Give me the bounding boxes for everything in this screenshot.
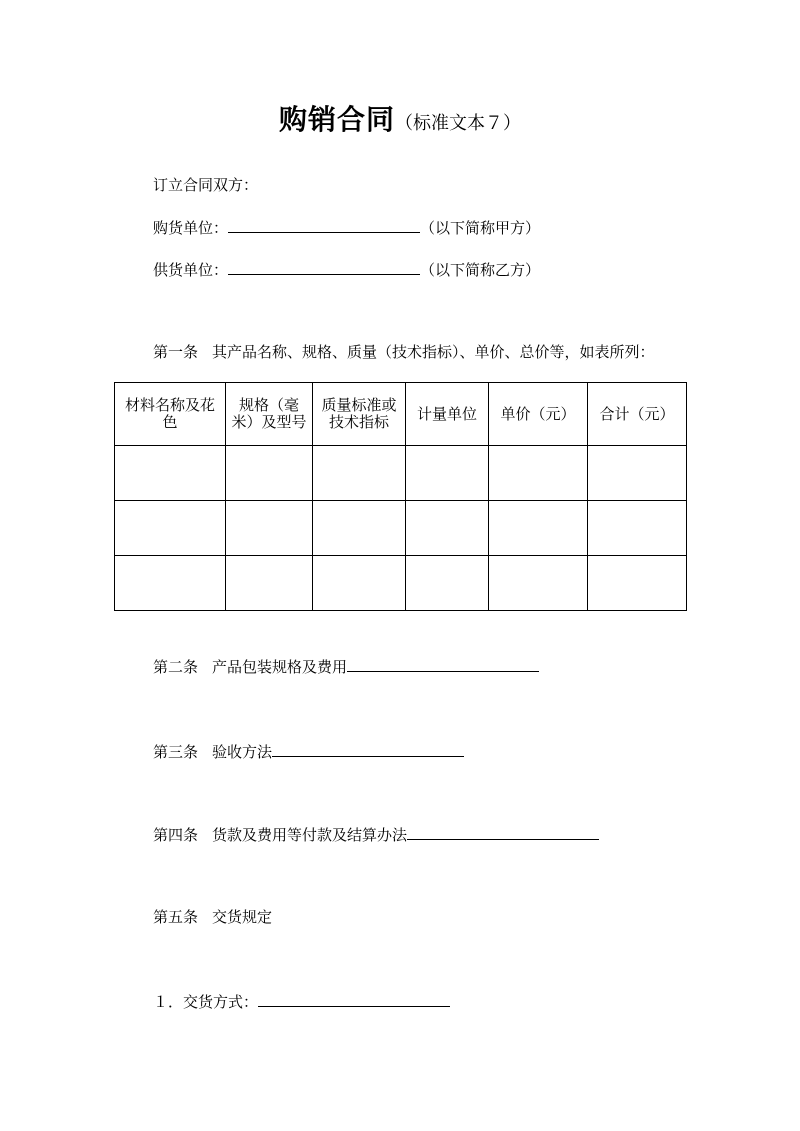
parties-intro: 订立合同双方： <box>153 176 259 194</box>
supplier-blank-field[interactable] <box>228 258 420 275</box>
table-cell[interactable] <box>313 501 406 556</box>
table-cell[interactable] <box>406 446 489 501</box>
delivery-item-1 <box>153 990 450 1012</box>
table-cell[interactable] <box>489 556 588 611</box>
header-spec-model: 规格（毫米）及型号 <box>226 383 313 446</box>
title-main: 购销合同 <box>278 103 395 136</box>
article-5-text: 交货规定 <box>212 908 273 926</box>
table-cell[interactable] <box>115 501 226 556</box>
buyer-note: （以下简称甲方） <box>420 219 541 237</box>
table-cell[interactable] <box>313 556 406 611</box>
packaging-blank-field[interactable] <box>347 655 539 672</box>
table-cell[interactable] <box>313 446 406 501</box>
article-2 <box>153 655 539 677</box>
contract-title <box>0 98 800 138</box>
product-spec-table <box>114 382 687 611</box>
payment-blank-field[interactable] <box>407 823 599 840</box>
buyer-label: 购货单位： <box>153 219 229 237</box>
supplier-line <box>153 258 540 280</box>
supplier-label: 供货单位： <box>153 261 229 279</box>
table-cell[interactable] <box>588 446 687 501</box>
title-subtitle: （标准文本７） <box>395 113 521 134</box>
buyer-blank-field[interactable] <box>228 216 420 233</box>
article-1 <box>153 342 655 362</box>
table-row <box>115 556 687 611</box>
article-2-number: 第二条 <box>153 658 199 676</box>
article-4-text: 货款及费用等付款及结算办法 <box>212 826 408 844</box>
table-cell[interactable] <box>226 446 313 501</box>
table-row <box>115 501 687 556</box>
table-row <box>115 446 687 501</box>
table-cell[interactable] <box>588 501 687 556</box>
table-cell[interactable] <box>115 556 226 611</box>
table-cell[interactable] <box>115 446 226 501</box>
header-quality-standard: 质量标准或技术指标 <box>313 383 406 446</box>
table-cell[interactable] <box>226 501 313 556</box>
article-3-text: 验收方法 <box>212 743 273 761</box>
article-1-number: 第一条 <box>153 343 199 361</box>
header-unit-price: 单价（元） <box>489 383 588 446</box>
table-cell[interactable] <box>588 556 687 611</box>
table-cell[interactable] <box>226 556 313 611</box>
article-4-number: 第四条 <box>153 826 199 844</box>
article-2-text: 产品包装规格及费用 <box>212 658 348 676</box>
header-unit: 计量单位 <box>406 383 489 446</box>
article-3 <box>153 740 464 762</box>
article-5 <box>153 907 272 927</box>
table-header-row <box>115 383 687 446</box>
header-total: 合计（元） <box>588 383 687 446</box>
article-3-number: 第三条 <box>153 743 199 761</box>
article-4 <box>153 823 599 845</box>
article-5-number: 第五条 <box>153 908 199 926</box>
inspection-blank-field[interactable] <box>272 740 464 757</box>
buyer-line <box>153 216 540 238</box>
table-cell[interactable] <box>406 501 489 556</box>
table-cell[interactable] <box>489 446 588 501</box>
supplier-note: （以下简称乙方） <box>420 261 541 279</box>
delivery-item-1-label: １．交货方式： <box>153 993 259 1011</box>
table-cell[interactable] <box>489 501 588 556</box>
delivery-method-blank-field[interactable] <box>258 990 450 1007</box>
header-material-name: 材料名称及花色 <box>115 383 226 446</box>
article-1-text: 其产品名称、规格、质量（技术指标）、单价、总价等，如表所列： <box>212 343 655 361</box>
table-cell[interactable] <box>406 556 489 611</box>
